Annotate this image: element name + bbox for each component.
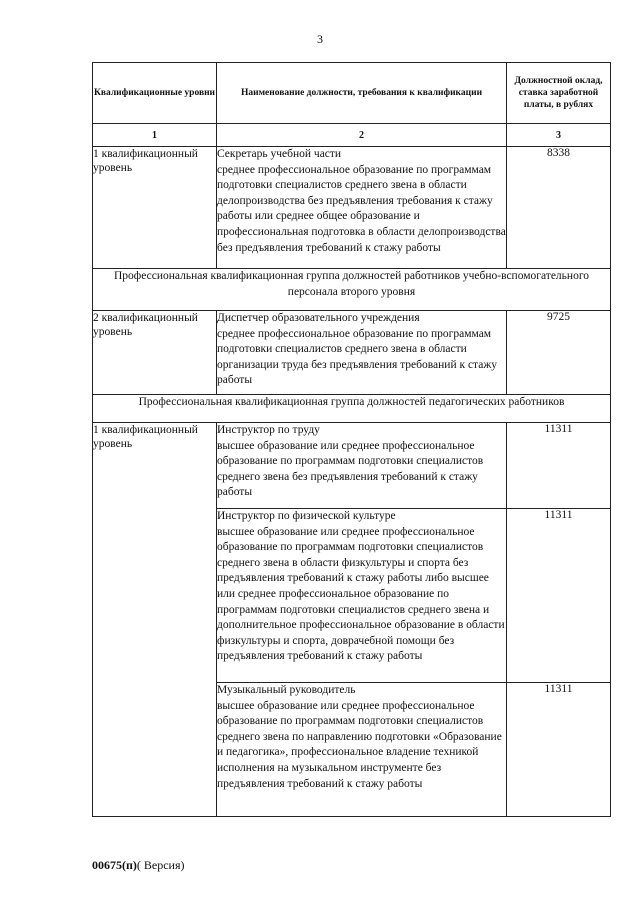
salary-value: 11311 [507,423,611,509]
position-requirements: высшее образование или среднее профессиональное образование по программам подготовки специалистов среднего звена по направлению подготовки «Образование и педагогика», профессиональное владение техникой исполнения на музыкальном инструменте без предъявления требований к стажу работы [217,699,502,790]
document-footer [92,858,185,873]
position-cell [217,509,507,683]
position-title: Музыкальный руководитель [217,684,356,696]
position-title: Диспетчер образовательного учреждения [217,312,420,324]
table-row [93,147,611,269]
header-levels: Квалификационные уровни [93,63,217,124]
header-position: Наименование должности, требования к квалификации [217,63,507,124]
position-requirements: среднее профессиональное образование по программам подготовки специалистов среднего звена в области организации труда без предъявления требований к стажу работы [217,327,498,387]
position-requirements: высшее образование или среднее профессиональное образование по программам подготовки специалистов среднего звена без предъявления требований к стажу работы [217,439,484,499]
column-number: 3 [507,124,611,147]
position-requirements: высшее образование или среднее профессиональное образование по программам подготовки специалистов среднего звена в области физкультуры и спорта без предъявления требований к стажу работы либо высшее или среднее профессиональное образование по программам подготовки специалистов среднего звена и дополнительное профессиональное образование в области физкультуры и спорта, доврачебной помощи без предъявления требований к стажу работы [217,525,505,663]
column-number: 2 [217,124,507,147]
position-requirements: среднее профессиональное образование по программам подготовки специалистов среднего звена в области делопроизводства без предъявления требования к стажу работы или среднее общее образование и профессиональная подготовка в области делопроизводства без предъявления требований к стажу работы [217,163,506,254]
table-row [93,311,611,395]
group-header-row [93,395,611,423]
salary-value: 11311 [507,683,611,817]
header-salary: Должностной оклад, ставка заработной платы, в рублях [507,63,611,124]
position-title: Секретарь учебной части [217,148,342,160]
document-version: ( Версия) [136,858,185,872]
position-cell [217,147,507,269]
qualification-level: 2 квалификационный уровень [93,311,217,395]
page-number: 3 [317,32,323,46]
group-header-row [93,269,611,311]
position-cell [217,683,507,817]
position-cell [217,311,507,395]
position-cell [217,423,507,509]
position-title: Инструктор по труду [217,424,320,436]
table-header-row [93,63,611,124]
salary-value: 9725 [507,311,611,395]
qualification-level: 1 квалификационный уровень [93,147,217,269]
document-code: 00675(п) [92,858,137,872]
position-title: Инструктор по физической культуре [217,510,396,522]
salary-value: 11311 [507,509,611,683]
group-title: Профессиональная квалификационная группа должностей педагогических работников [93,395,611,423]
salary-table [92,62,611,817]
salary-value: 8338 [507,147,611,269]
column-number-row [93,124,611,147]
table-row [93,423,611,509]
qualification-level: 1 квалификационный уровень [93,423,217,817]
column-number: 1 [93,124,217,147]
group-title: Профессиональная квалификационная группа должностей работников учебно-вспомогательного персонала второго уровня [93,269,611,311]
